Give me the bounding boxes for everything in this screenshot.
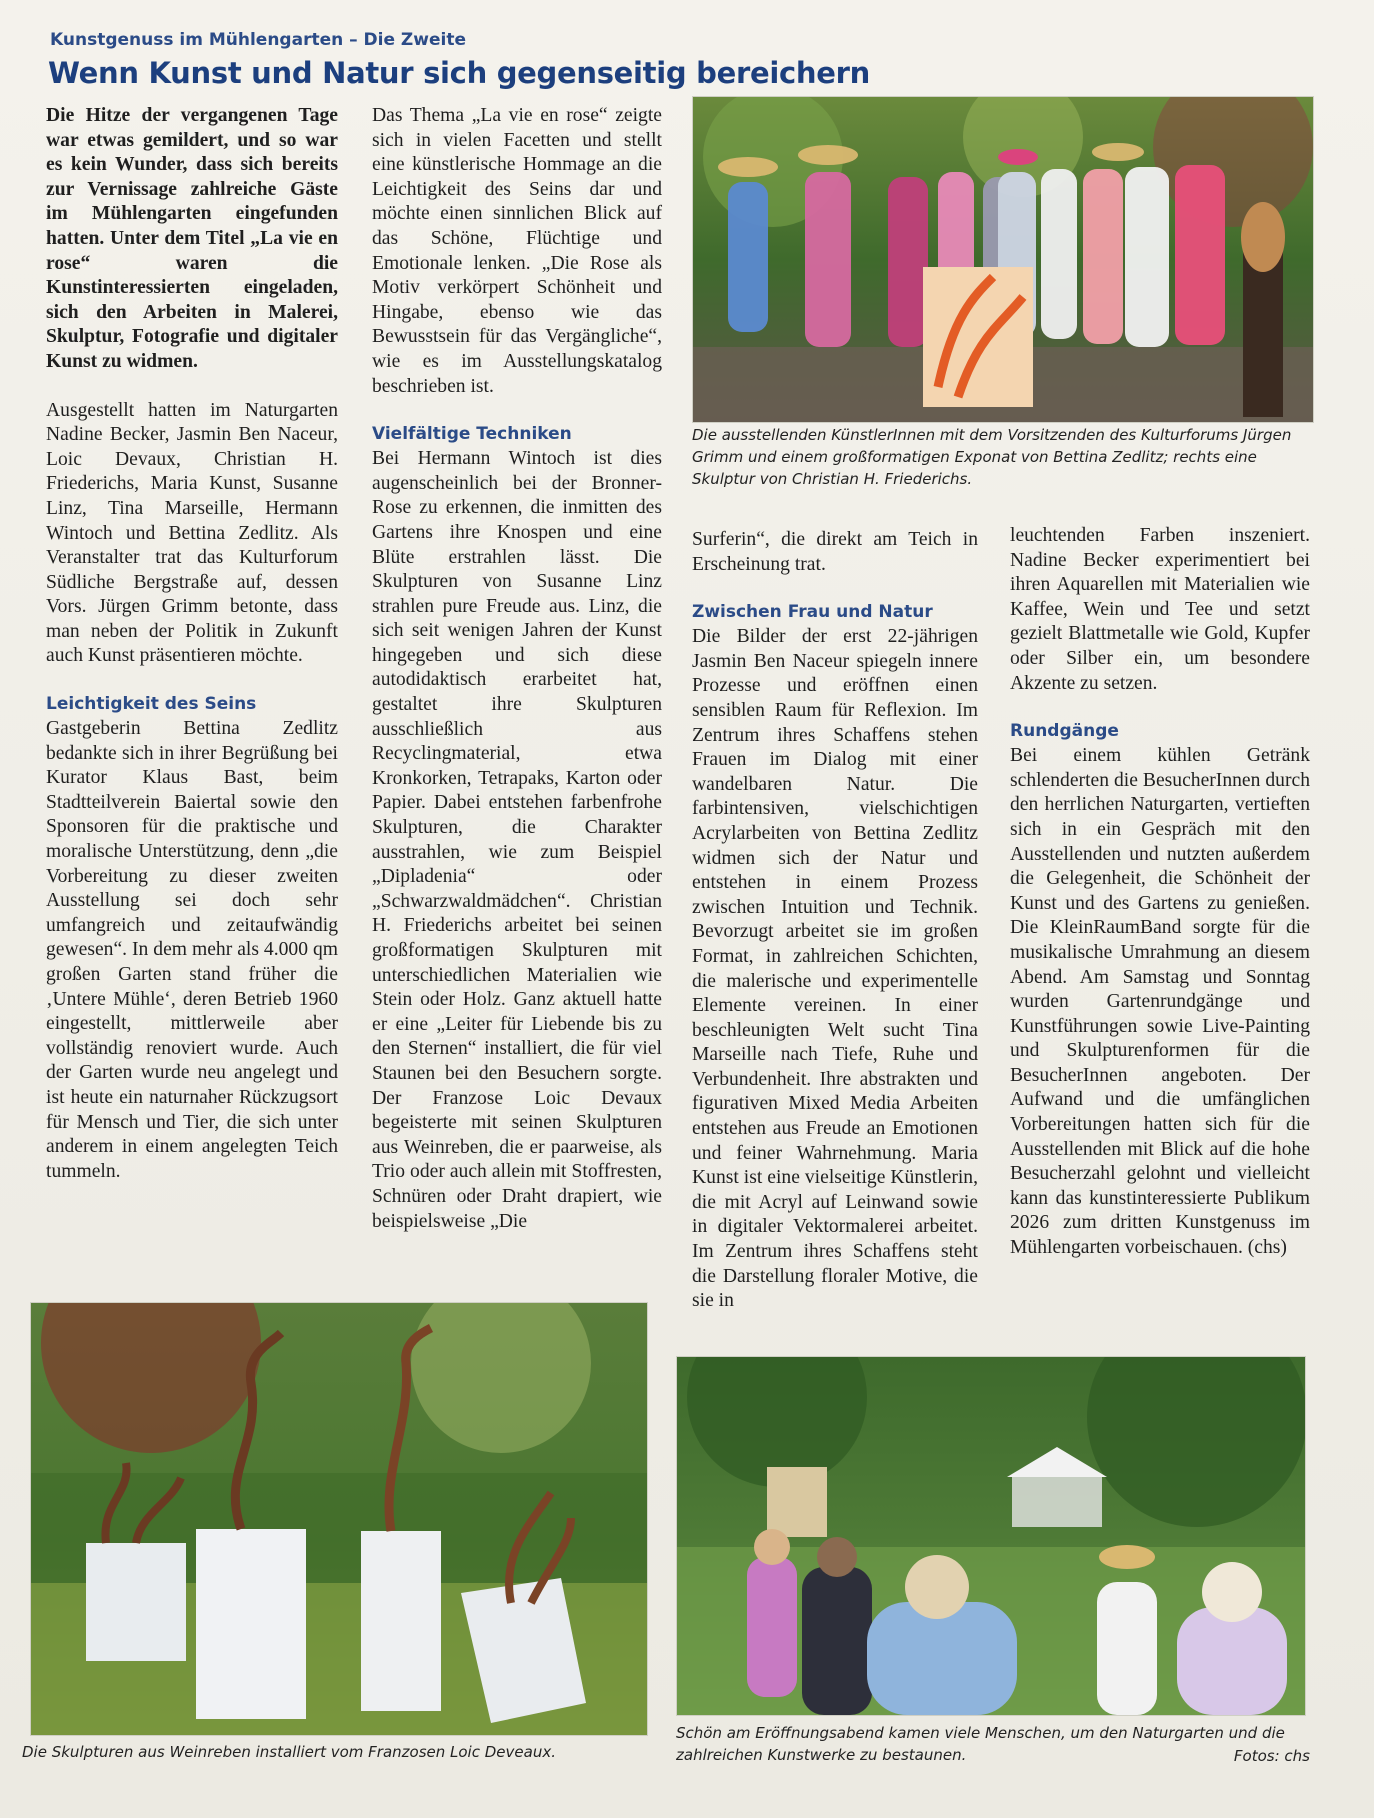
paragraph: Ausgestellt hatten im Naturgarten Nadine Becker, Jasmin Ben Naceur, Loic Devaux, Christian H. Friederichs, Maria Kunst, Susanne Linz, Tina Marseille, Hermann Wintoch und Bettina Zedlitz. Als Veranstalter trat das Kulturforum Südliche Bergstraße auf, dessen Vors. Jürgen Grimm betonte, dass man neben der Politik in Zukunft auch Kunst präsentieren möchte. xyxy=(46,399,338,667)
paragraph: Das Thema „La vie en rose“ zeigte sich in vielen Facetten und stellt eine künstlerische Hommage an die Leichtigkeit des Seins dar und möchte einen sinnlichen Blick auf das Schöne, Flüchtige und Emotionale lenken. „Die Rose als Motiv verkörpert Schönheit und Hingabe, ebenso wie das Bewusstsein für das Vergängliche“, wie es im Ausstellungskatalog beschrieben ist. xyxy=(372,105,662,397)
paragraph: leuchtenden Farben inszeniert. Nadine Becker experimentiert bei ihren Aquarellen mit Materialien wie Kaffee, Wein und Tee und setzt gezielt Blattmetalle wie Gold, Kupfer oder Silber ein, um besondere Akzente zu setzen. xyxy=(1010,525,1310,694)
lead-paragraph: Die Hitze der vergangenen Tage war etwas gemildert, und so war es kein Wunder, dass sich bereits zur Vernissage zahlreiche Gäste im Mühlengarten eingefunden hatten. Unter dem Titel „La vie en rose“ waren die Kunstinteressierten eingeladen, sich den Arbeiten in Malerei, Skulptur, Fotografie und digitaler Kunst zu widmen. xyxy=(46,105,338,372)
paragraph: Die Bilder der erst 22-jährigen Jasmin Ben Naceur spiegeln innere Prozesse und eröffnen einen sensiblen Raum für Reflexion. Im Zentrum ihres Schaffens stehen Frauen im Dialog mit einer wandelbaren Natur. Die farbintensiven, vielschichtigen Acrylarbeiten von Bettina Zedlitz widmen sich der Natur und entstehen in einem Prozess zwischen Intuition und Technik. Bevorzugt arbeitet sie im großen Format, in zahlreichen Schichten, die malerische und experimentelle Elemente vereinen. In einer beschleunigten Welt sucht Tina Marseille nach Tiefe, Ruhe und Verbundenheit. Ihre abstrakten und figurativen Mixed Media Arbeiten entstehen aus Freude an Emotionen und feiner Wahrnehmung. Maria Kunst ist eine vielseitige Künstlerin, die mit Acryl auf Leinwand sowie in digitaler Vektormalerei arbeitet. Im Zentrum ihres Schaffens steht die Darstellung floraler Motive, die sie in xyxy=(692,626,978,1312)
visitors-photo-image xyxy=(677,1357,1305,1715)
visitors-photo xyxy=(676,1356,1306,1716)
subhead-leichtigkeit: Leichtigkeit des Seins xyxy=(46,694,257,715)
kicker: Kunstgenuss im Mühlengarten – Die Zweite xyxy=(50,30,466,50)
sculptures-photo-image xyxy=(31,1303,647,1735)
column-3 xyxy=(692,528,978,1314)
sculptures-photo xyxy=(30,1302,648,1736)
group-photo xyxy=(692,96,1314,423)
paragraph: Gastgeberin Bettina Zedlitz bedankte sich in ihrer Begrüßung bei Kurator Klaus Bast, beim Stadtteilverein Baiertal sowie den Sponsoren für die praktische und moralische Unterstützung, denn „die Vorbereitung zu dieser zweiten Ausstellung sei doch sehr umfangreich und zeitaufwändig gewesen“. In dem mehr als 4.000 qm großen Garten stand früher die ‚Untere Mühle‘, deren Betrieb 1960 eingestellt, mittlerweile aber vollständig renoviert wurde. Auch der Garten wurde neu angelegt und ist heute ein naturnaher Rückzugsort für Mensch und Tier, die sich unter anderem in einem angelegten Teich tummeln. xyxy=(46,718,338,1182)
paragraph: Bei einem kühlen Getränk schlenderten die BesucherInnen durch den herrlichen Naturgarten, vertieften sich in ein Gespräch mit den Ausstellenden und nutzten außerdem die Gelegenheit, die Schönheit der Kunst und des Gartens zu genießen. Die KleinRaumBand sorgte für die musikalische Umrahmung an diesem Abend. Am Samstag und Sonntag wurden Gartenrundgänge und Kunstführungen sowie Live-Painting und Skulpturenformen für die BesucherInnen angeboten. Der Aufwand und die umfänglichen Vorbereitungen hatten sich für die Ausstellenden mit Blick auf die hohe Besucherzahl gelohnt und vielleicht kann das kunstinteressierte Publikum 2026 zum dritten Kunstgenuss im Mühlengarten vorbeischauen. (chs) xyxy=(1010,745,1310,1259)
visitors-caption: Schön am Eröffnungsabend kamen viele Menschen, um den Naturgarten und die zahlreichen Kunstwerke zu bestaunen. xyxy=(676,1724,1285,1764)
subhead-rundgaenge: Rundgänge xyxy=(1010,721,1119,742)
column-1 xyxy=(46,104,338,1184)
group-photo-caption: Die ausstellenden KünstlerInnen mit dem Vorsitzenden des Kulturforums Jürgen Grimm und einem großformatigen Exponat von Bettina Zedlitz; rechts eine Skulptur von Christian H. Friederichs. xyxy=(692,426,1292,488)
sculptures-caption: Die Skulpturen aus Weinreben installiert vom Franzosen Loic Deveaux. xyxy=(22,1743,556,1761)
column-2 xyxy=(372,104,662,1234)
column-4 xyxy=(1010,524,1310,1261)
paragraph: Surferin“, die direkt am Teich in Erscheinung trat. xyxy=(692,529,978,575)
paragraph: Bei Hermann Wintoch ist dies augenscheinlich bei der Bronner-Rose zu erkennen, die inmitten des Gartens ihre Knospen und eine Blüte erstrahlen lässt. Die Skulpturen von Susanne Linz strahlen pure Freude aus. Linz, die sich seit wenigen Jahren der Kunst hingegeben und sich diese autodidaktisch erarbeitet hat, gestaltet ihre Skulpturen ausschließlich aus Recyclingmaterial, etwa Kronkorken, Tetrapaks, Karton oder Papier. Dabei entstehen farbenfrohe Skulpturen, die Charakter ausstrahlen, wie zum Beispiel „Dipladenia“ oder „Schwarzwaldmädchen“. Christian H. Friederichs arbeitet bei seinen großformatigen Skulpturen mit unterschiedlichen Materialien wie Stein oder Holz. Ganz aktuell hatte er eine „Leiter für Liebende bis zu den Sternen“ installiert, die für viel Staunen bei den Besuchern sorgte. Der Franzose Loic Devaux begeisterte mit seinen Skulpturen aus Weinreben, die er paarweise, als Trio oder auch allein mit Stoffresten, Schnüren oder Draht drapiert, wie beispielsweise „Die xyxy=(372,448,662,1232)
subhead-frau-natur: Zwischen Frau und Natur xyxy=(692,602,933,623)
subhead-techniken: Vielfältige Techniken xyxy=(372,424,572,445)
group-photo-image xyxy=(693,97,1313,422)
headline: Wenn Kunst und Natur sich gegenseitig bereichern xyxy=(48,56,870,90)
photo-credit: Fotos: chs xyxy=(1233,1747,1310,1765)
